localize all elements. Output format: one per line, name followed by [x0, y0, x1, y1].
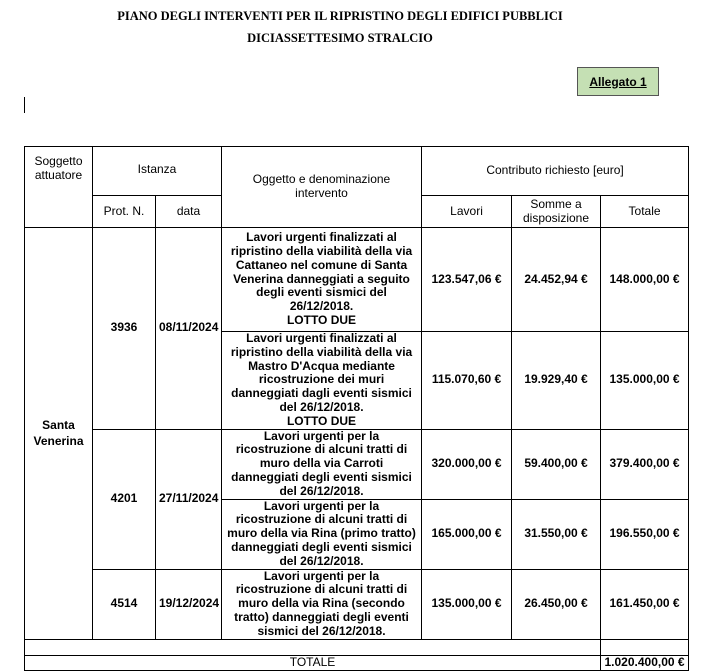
header-somme: Somme a disposizione: [512, 196, 601, 228]
totale-cell: 196.550,00 €: [601, 499, 689, 569]
header-totale: Totale: [601, 196, 689, 228]
total-value: 1.020.400,00 €: [601, 655, 689, 670]
lavori-cell: 123.547,06 €: [422, 228, 512, 332]
oggetto-cell: [222, 228, 422, 332]
oggetto-text: Lavori urgenti finalizzati al ripristino della viabilità della via Cattaneo nel comune di Santa Venerina danneggiati a seguito degli eventi sismici del 26/12/2018.: [230, 230, 413, 314]
lavori-cell: 135.000,00 €: [422, 569, 512, 639]
prot-cell: 4201: [93, 429, 156, 569]
total-row: [25, 655, 689, 670]
lotto-text: LOTTO DUE: [286, 312, 357, 327]
attachment-label: Allegato 1: [577, 67, 659, 96]
header-istanza: Istanza: [93, 147, 222, 196]
prot-cell: 4514: [93, 569, 156, 639]
document-title: PIANO DEGLI INTERVENTI PER IL RIPRISTINO DEGLI EDIFICI PUBBLICI: [117, 9, 563, 23]
empty-cell: [25, 639, 601, 655]
interventions-table: [24, 146, 689, 671]
data-cell: 08/11/2024: [156, 228, 222, 430]
totale-cell: 161.450,00 €: [601, 569, 689, 639]
somme-cell: 24.452,94 €: [512, 228, 601, 332]
data-cell: 27/11/2024: [156, 429, 222, 569]
header-contributo: Contributo richiesto [euro]: [422, 147, 689, 196]
header-soggetto: Soggetto attuatore: [25, 147, 93, 228]
lavori-cell: 320.000,00 €: [422, 429, 512, 499]
somme-cell: 19.929,40 €: [512, 332, 601, 430]
total-label: TOTALE: [25, 655, 601, 670]
somme-cell: 26.450,00 €: [512, 569, 601, 639]
soggetto-cell: Santa Venerina: [25, 228, 93, 640]
oggetto-cell: [222, 332, 422, 430]
lavori-cell: 165.000,00 €: [422, 499, 512, 569]
header-oggetto: Oggetto e denominazione intervento: [222, 147, 422, 228]
somme-cell: 59.400,00 €: [512, 429, 601, 499]
prot-cell: 3936: [93, 228, 156, 430]
data-cell: 19/12/2024: [156, 569, 222, 639]
somme-cell: 31.550,00 €: [512, 499, 601, 569]
header-data: data: [156, 196, 222, 228]
empty-row: [25, 639, 689, 655]
oggetto-cell: Lavori urgenti per la ricostruzione di alcuni tratti di muro della via Rina (primo tratto) danneggiati degli eventi sismici del 26/12/2018.: [222, 499, 422, 569]
table-row: [25, 228, 689, 332]
totale-cell: 148.000,00 €: [601, 228, 689, 332]
empty-total-cell: [601, 639, 689, 655]
totale-cell: 135.000,00 €: [601, 332, 689, 430]
oggetto-cell: Lavori urgenti per la ricostruzione di alcuni tratti di muro della via Rina (secondo tratto) danneggiati degli eventi sismici del 26/12/2018.: [222, 569, 422, 639]
header-prot: Prot. N.: [93, 196, 156, 228]
text-cursor: [24, 97, 25, 113]
lotto-text: LOTTO DUE: [286, 413, 357, 428]
table-row: [25, 569, 689, 639]
header-row: [25, 147, 689, 196]
totale-cell: 379.400,00 €: [601, 429, 689, 499]
lavori-cell: 115.070,60 €: [422, 332, 512, 430]
oggetto-cell: Lavori urgenti per la ricostruzione di alcuni tratti di muro della via Carroti danneggiati degli eventi sismici del 26/12/2018.: [222, 429, 422, 499]
table-row: [25, 429, 689, 499]
header-lavori: Lavori: [422, 196, 512, 228]
document-subtitle: DICIASSETTESIMO STRALCIO: [247, 31, 433, 45]
oggetto-text: Lavori urgenti finalizzati al ripristino della viabilità della via Mastro D'Acqua mediante ricostruzione dei muri danneggiati dagli eventi sismici del 26/12/2018.: [230, 331, 413, 414]
